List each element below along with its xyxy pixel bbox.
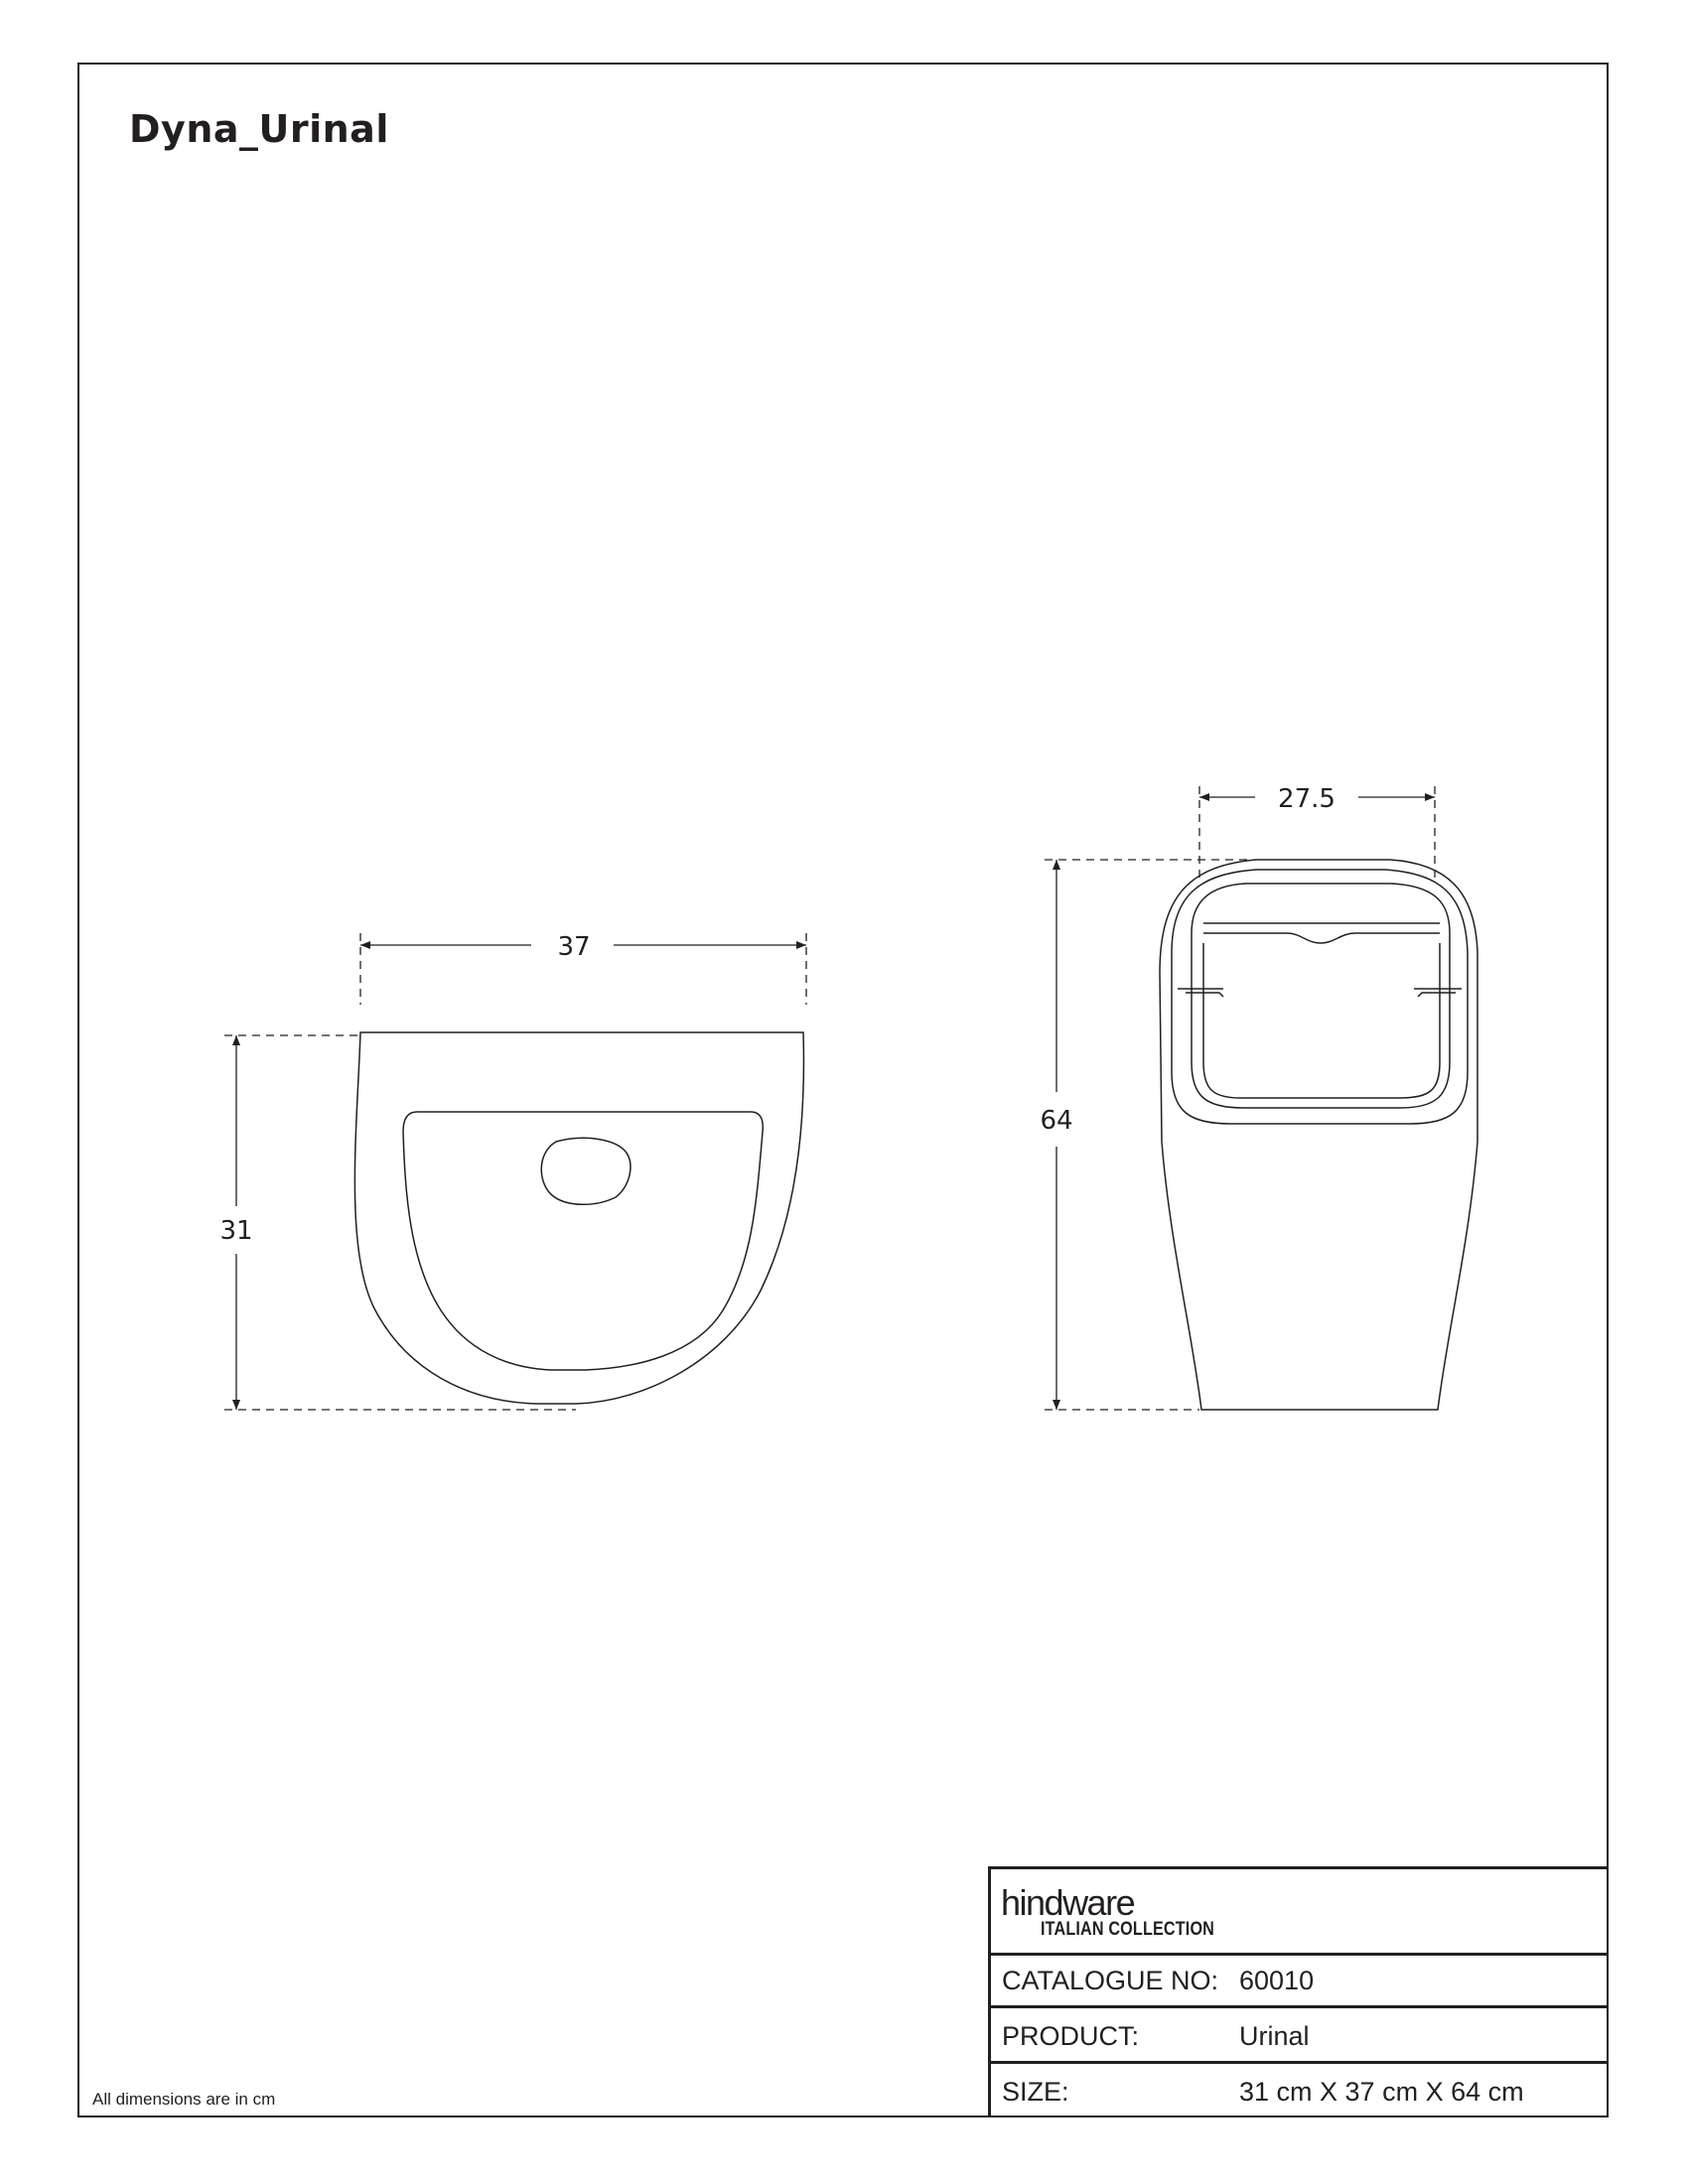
front-view-rim <box>1172 870 1468 1124</box>
brand-logo <box>991 1869 1609 1956</box>
right-fixing-icon <box>1414 989 1462 997</box>
catalogue-label: CATALOGUE NO: <box>1002 1966 1219 1995</box>
top-view-height-dimension <box>224 1035 576 1410</box>
brand-collection: ITALIAN COLLECTION <box>1041 1919 1215 1940</box>
front-view-back-panel <box>1203 923 1440 943</box>
catalogue-value: 60010 <box>1239 1966 1315 1995</box>
front-view-height-label: 64 <box>1040 1106 1073 1136</box>
top-view-width-label: 37 <box>557 932 591 962</box>
top-view-outlet <box>541 1138 631 1204</box>
top-view-outer-outline <box>354 1032 803 1404</box>
title-block <box>988 1866 1609 2117</box>
top-view-height-label: 31 <box>219 1216 253 1246</box>
front-view-width-label: 27.5 <box>1278 784 1336 814</box>
catalogue-row <box>991 1953 1609 2008</box>
front-view-opening <box>1192 884 1450 1108</box>
drawing-title: Dyna_Urinal <box>129 107 389 151</box>
size-label: SIZE: <box>1002 2077 1069 2107</box>
product-row <box>991 2008 1609 2064</box>
front-view-height-dimension <box>1045 860 1253 1410</box>
size-row <box>991 2064 1609 2119</box>
product-label: PRODUCT: <box>1002 2021 1140 2051</box>
brand-name: hindware <box>1001 1882 1135 1923</box>
product-value: Urinal <box>1239 2021 1310 2051</box>
top-view-inner-bowl <box>403 1112 763 1370</box>
left-fixing-icon <box>1178 989 1223 997</box>
size-value: 31 cm X 37 cm X 64 cm <box>1239 2077 1524 2107</box>
front-view-inner-bowl <box>1203 943 1440 1098</box>
front-view-body-outline <box>1160 860 1477 1410</box>
top-view <box>354 1032 803 1404</box>
units-footnote: All dimensions are in cm <box>92 2090 276 2109</box>
front-view <box>1160 860 1477 1410</box>
